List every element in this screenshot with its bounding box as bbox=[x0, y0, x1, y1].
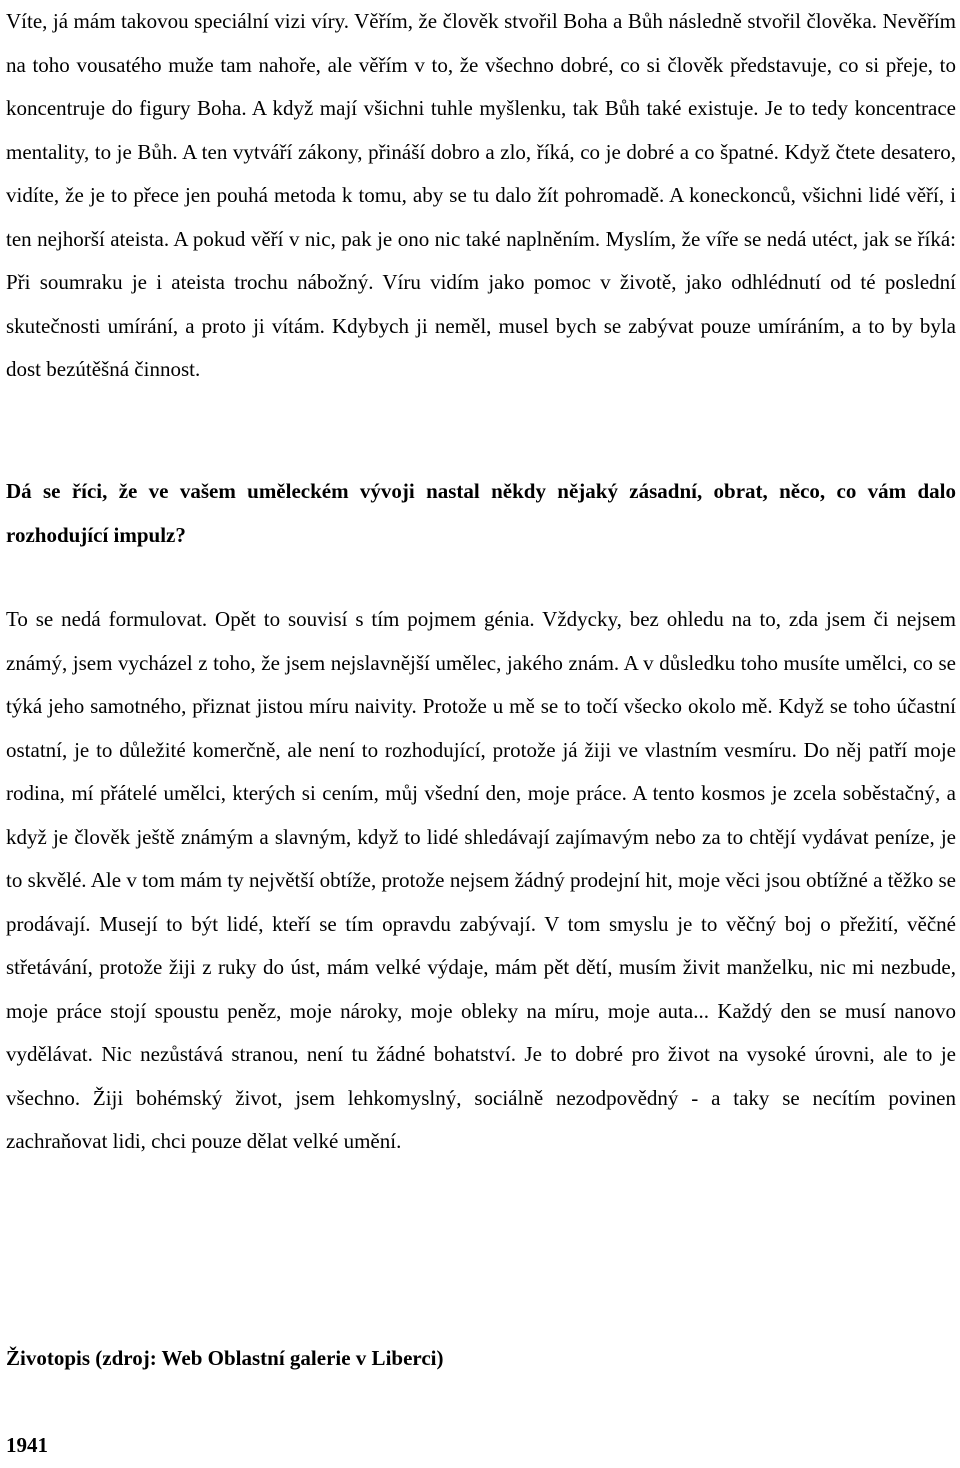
biography-heading: Životopis (zdroj: Web Oblastní galerie v Liberci) bbox=[6, 1346, 444, 1370]
interview-answer: To se nedá formulovat. Opět to souvisí s tím pojmem génia. Vždycky, bez ohledu na to, zda jsem či nejsem známý, jsem vycházel z toho, že jsem nejslavnější umělec, jakého znám. A v důsledku toho musíte umělci, co se týká jeho samotného, přiznat jistou míru naivity. Protože u mě se to točí všecko okolo mě. Když se toho účastní ostatní, je to důležité komerčně, ale není to rozhodující, protože já žiji ve vlastním vesmíru. Do něj patří moje rodina, mí přátelé umělci, kterých si cením, můj všední den, moje práce. A tento kosmos je zcela soběstačný, a když je člověk ještě známým a slavným, když to lidé shledávají zajímavým nebo za to chtějí vydávat peníze, je to skvělé. Ale v tom mám ty největší obtíže, protože nejsem žádný prodejní hit, moje věci jsou obtížné a těžko se prodávají. Musejí to být lidé, kteří se tím opravdu zabývají. V tom smyslu je to věčný boj o přežití, věčné střetávání, protože žiji z ruky do úst, mám velké výdaje, mám pět dětí, musím živit manželku, nic mi nezbude, moje práce stojí spoustu peněz, moje nároky, moje obleky na míru, moje auta... Každý den se musí nanovo vydělávat. Nic nezůstává stranou, není tu žádné bohatství. Je to dobré pro život na vysoké úrovni, ale to je všechno. Žiji bohémský život, jsem lehkomyslný, sociálně nezodpovědný - a taky se necítím povinen zachraňovat lidi, chci pouze dělat velké umění. bbox=[6, 607, 956, 1153]
biography-year: 1941 bbox=[6, 1433, 48, 1457]
body-paragraph: Víte, já mám takovou speciální vizi víry. Věřím, že člověk stvořil Boha a Bůh následně stvořil člověka. Nevěřím na toho vousatého muže tam nahoře, ale věřím v to, že všechno dobré, co si člověk představuje, co si přeje, to koncentruje do figury Boha. A když mají všichni tuhle myšlenku, tak Bůh také existuje. Je to tedy koncentrace mentality, to je Bůh. A ten vytváří zákony, přináší dobro a zlo, říká, co je dobré a co špatné. Když čtete desatero, vidíte, že je to přece jen pouhá metoda k tomu, aby se tu dalo žít pohromadě. A koneckonců, všichni lidé věří, i ten nejhorší ateista. A pokud věří v nic, pak je ono nic také naplněním. Myslím, že víře se nedá utéct, jak se říká: Při soumraku je i ateista trochu nábožný. Víru vidím jako pomoc v životě, jako odhlédnutí od té poslední skutečnosti umírání, a proto ji vítám. Kdybych ji neměl, musel bych se zabývat pouze umíráním, a to by byla dost bezútěšná činnost. bbox=[6, 9, 956, 381]
interview-question: Dá se říci, že ve vašem uměleckém vývoji nastal někdy nějaký zásadní, obrat, něco, co vám dalo rozhodující impulz? bbox=[6, 479, 956, 547]
